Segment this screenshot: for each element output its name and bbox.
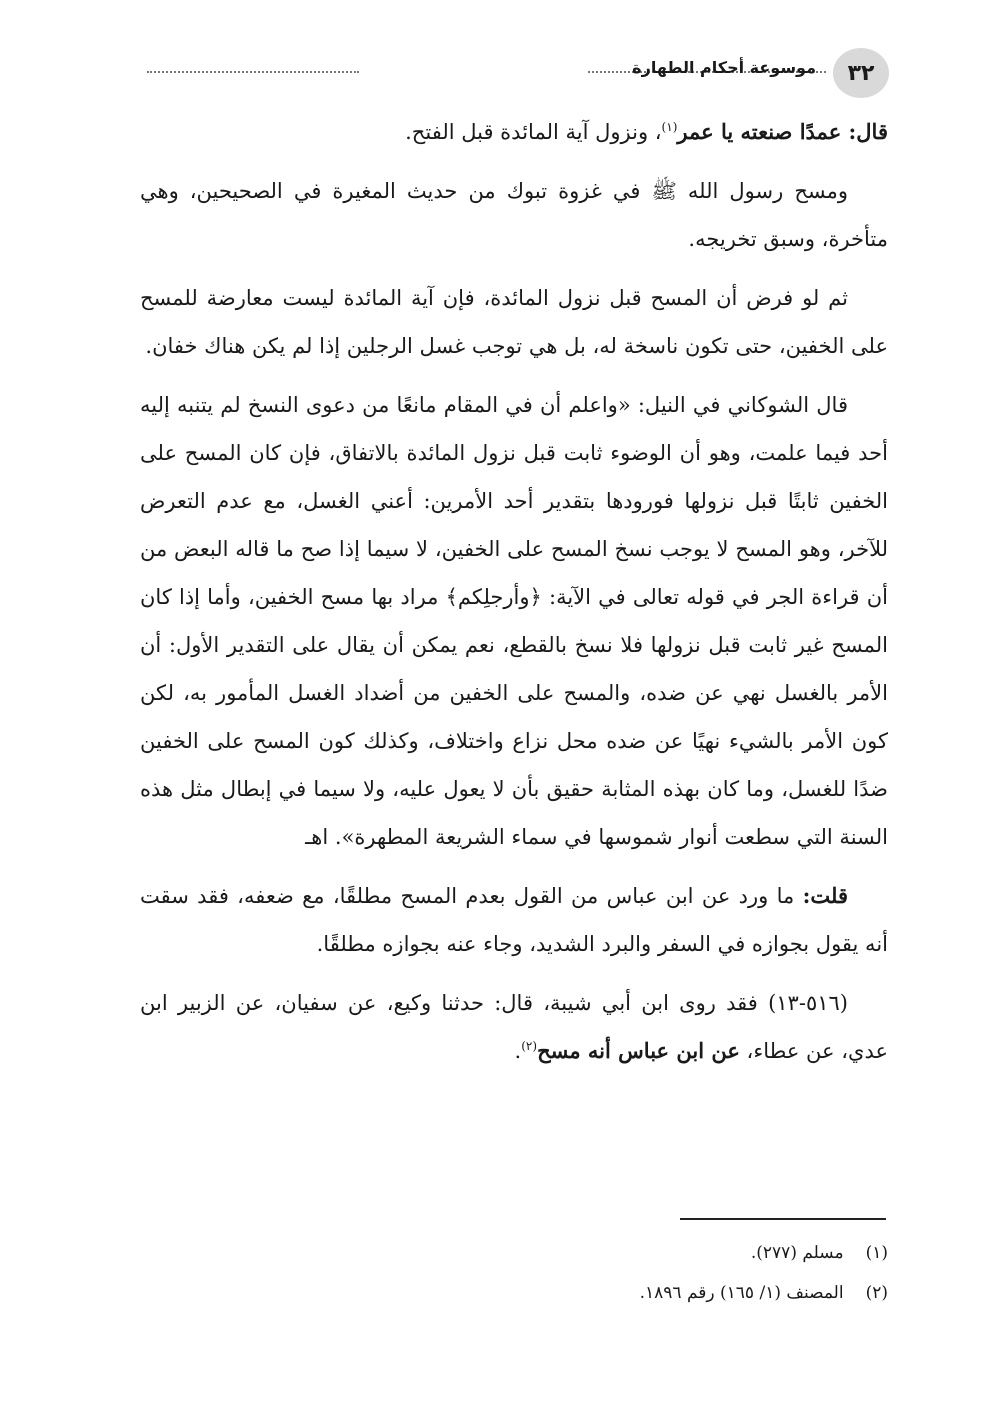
page-number-badge bbox=[833, 48, 889, 98]
paragraph-5-bold-lead: قلت: bbox=[802, 883, 848, 908]
header-dotted-rule-left bbox=[147, 71, 359, 73]
paragraph-5 bbox=[140, 872, 888, 968]
footnote-ref-2: (٢) bbox=[521, 1039, 538, 1053]
footnote-number: (١) bbox=[865, 1243, 888, 1263]
page-number: ٣٢ bbox=[847, 60, 875, 86]
paragraph-6-hadith bbox=[140, 979, 888, 1075]
paragraph-6-bold-tail: عن ابن عباس أنه مسح bbox=[537, 1038, 740, 1063]
footnote-item bbox=[140, 1233, 888, 1273]
paragraph-1 bbox=[140, 108, 888, 156]
footnote-text: المصنف (١/ ١٦٥) رقم ١٨٩٦. bbox=[639, 1283, 844, 1303]
footnote-item bbox=[140, 1273, 888, 1313]
paragraph-1-text: ، ونزول آية المائدة قبل الفتح. bbox=[405, 120, 662, 144]
paragraph-6-tail: . bbox=[514, 1039, 522, 1063]
footnotes bbox=[140, 1233, 888, 1313]
paragraph-1-bold-lead: قال: عمدًا صنعته يا عمر bbox=[677, 119, 888, 144]
body-text bbox=[140, 108, 888, 1086]
paragraph-4-quotation: قال الشوكاني في النيل: «واعلم أن في المقام مانعًا من دعوى النسخ لم يتنبه إليه أحد فيما علمت، وهو أن الوضوء ثابت قبل نزول المائدة بالاتفاق، فإن كان المسح على الخفين ثابتًا قبل نزولها فورودها بتقدير أحد الأمرين: أعني الغسل، مع عدم التعرض للآخر، وهو المسح لا يوجب نسخ المسح على الخفين، لا سيما إذا صح ما قاله البعض من أن قراءة الجر في قوله تعالى في الآية: ﴿وأرجلِكم﴾ مراد بها مسح الخفين، وأما إذا كان المسح غير ثابت قبل نزولها فلا نسخ بالقطع، نعم يمكن أن يقال على التقدير الأول: أن الأمر بالغسل نهي عن ضده، والمسح على الخفين من أضداد الغسل المأمور به، لكن كون الأمر بالشيء نهيًا عن ضده محل نزاع واختلاف، وكذلك كون المسح على الخفين ضدًا للغسل، وما كان بهذه المثابة حقيق بأن لا يعول عليه، ولا سيما في إبطال مثل هذه السنة التي سطعت أنوار شموسها في سماء الشريعة المطهرة». اهـ bbox=[140, 393, 888, 849]
paragraph-2: ومسح رسول الله ﷺ في غزوة تبوك من حديث المغيرة في الصحيحين، وهي متأخرة، وسبق تخريجه. bbox=[140, 179, 888, 251]
running-header-title: موسوعة أحكام الطهارة bbox=[632, 58, 816, 77]
footnote-number: (٢) bbox=[865, 1283, 888, 1303]
paragraph-5-text: ما ورد عن ابن عباس من القول بعدم المسح مطلقًا، مع ضعفه، فقد سقت أنه يقول بجوازه في السفر والبرد الشديد، وجاء عنه بجوازه مطلقًا. bbox=[140, 884, 888, 956]
paragraph-3: ثم لو فرض أن المسح قبل نزول المائدة، فإن آية المائدة ليست معارضة للمسح على الخفين، حتى تكون ناسخة له، بل هي توجب غسل الرجلين إذا لم يكن هناك خفان. bbox=[140, 286, 888, 358]
footnote-text: مسلم (٢٧٧). bbox=[750, 1243, 844, 1263]
footnote-separator bbox=[680, 1218, 886, 1220]
footnote-ref-1: (١) bbox=[661, 120, 678, 134]
paragraph-6-text: (٥١٦-١٣) فقد روى ابن أبي شيبة، قال: حدثنا وكيع، عن سفيان، عن الزبير ابن عدي، عن عطاء، bbox=[140, 991, 888, 1063]
